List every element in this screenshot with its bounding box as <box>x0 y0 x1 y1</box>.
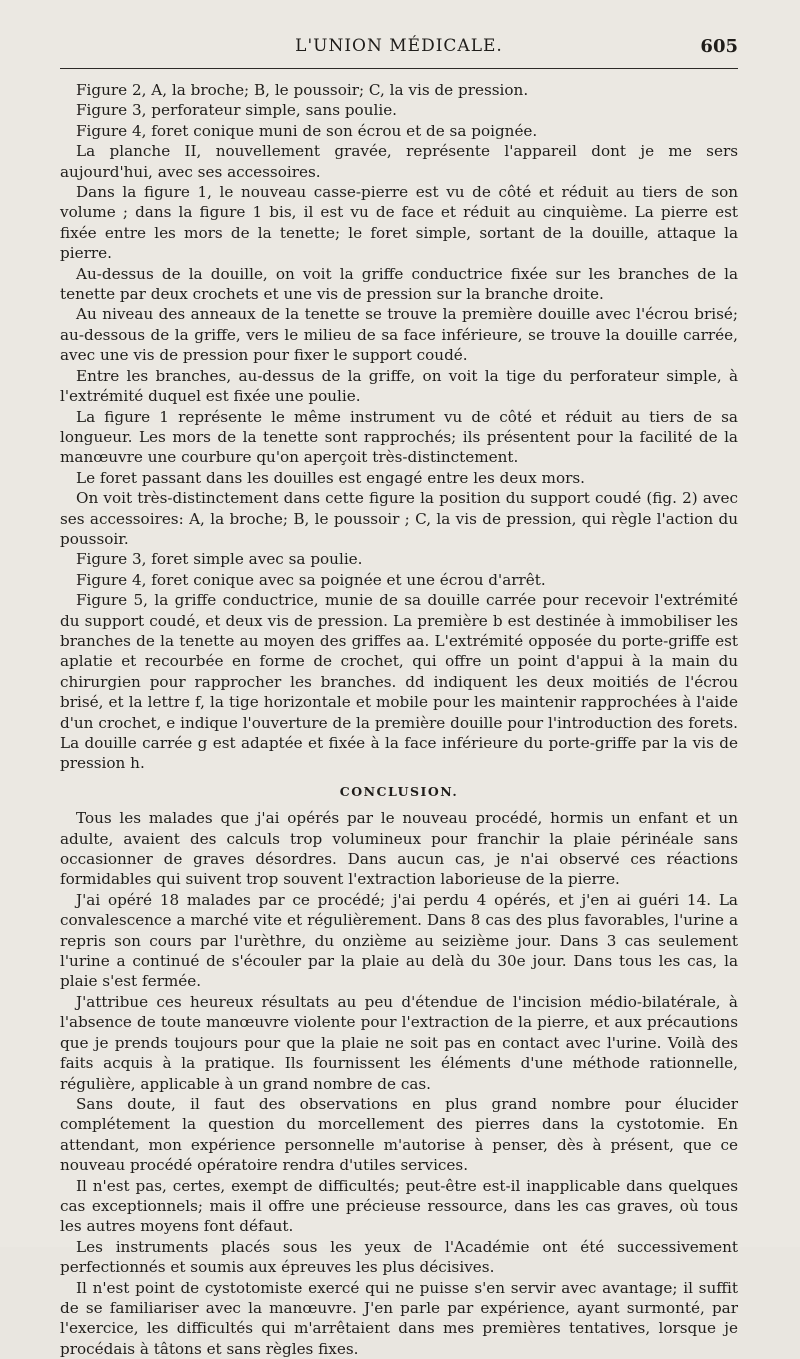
page-number: 605 <box>700 36 738 57</box>
paragraph: Au niveau des anneaux de la tenette se trouve la première douille avec l'écrou brisé; au-dessous de la griffe, vers le milieu de sa face inférieure, se trouve la douille carrée, avec une vis de pression pour fixer le support coudé. <box>60 305 738 365</box>
paragraph: Figure 3, perforateur simple, sans poulie. <box>76 101 398 120</box>
paragraph: Entre les branches, au-dessus de la griffe, on voit la tige du perforateur simple, à l'extrémité duquel est fixée une poulie. <box>60 366 738 406</box>
paragraph: Figure 4, foret conique avec sa poignée et une écrou d'arrêt. <box>76 570 546 589</box>
paragraph: Figure 2, A, la broche; B, le poussoir; C, la vis de pression. <box>76 81 529 99</box>
paragraph: Sans doute, il faut des observations en plus grand nombre pour élucider complétement la question du morcellement des pierres dans la cystotomie. En attendant, mon expérience personnelle m'autorise à penser, dès à présent, que ce nouveau procédé opératoire rendra d'utiles services. <box>60 1094 738 1175</box>
paragraph: On voit très-distinctement dans cette figure la position du support coudé (fig. 2) avec ses accessoires: A, la broche; B, le poussoir ; C, la vis de pression, qui règle l'action du poussoir. <box>60 489 738 548</box>
paragraph: Les instruments placés sous les yeux de l'Académie ont été successivement perfectionnés et soumis aux épreuves les plus décisives. <box>60 1237 738 1277</box>
paragraph: J'ai opéré 18 malades par ce procédé; j'ai perdu 4 opérés, et j'en ai guéri 14. La convalescence a marché vite et régulièrement. Dans 8 cas des plus favorables, l'urine a repris son cours par l'urèthre, du onzième au seizième jour. Dans 3 cas seulement l'urine a continué de s'écouler par la plaie au delà du 30e jour. Dans tous les cas, la plaie s'est fermée. <box>60 890 738 991</box>
paragraph: J'attribue ces heureux résultats au peu d'étendue de l'incision médio-bilatérale, à l'absence de toute manœuvre violente pour l'extraction de la pierre, et aux précautions que je prends toujours pour que la plaie ne soit pas en contact avec l'urine. Voilà des faits acquis à la pratique. Ils fournissent les éléments d'une méthode rationnelle, régulière, applicable à un grand nombre de cas. <box>60 992 738 1093</box>
paragraph: Il n'est point de cystotomiste exercé qui ne puisse s'en servir avec avantage; il suffit de se familiariser avec la manœuvre. J'en parle par expérience, ayant surmonté, par l'exercice, les difficultés qui m'arrêtaient dans mes premières tentatives, lorsque je procédais à tâtons et sans règles fixes. <box>60 1278 738 1358</box>
paragraph: Le foret passant dans les douilles est engagé entre les deux mors. <box>76 468 585 487</box>
paragraph: Figure 4, foret conique muni de son écrou et de sa poignée. <box>76 121 538 140</box>
paragraph: Dans la figure 1, le nouveau casse-pierre est vu de côté et réduit au tiers de son volume ; dans la figure 1 bis, il est vu de face et réduit au cinquième. La pierre est fixée entre les mors de la tenette; le foret simple, sortant de la douille, attaque la pierre. <box>60 183 738 263</box>
paragraph: Il n'est pas, certes, exempt de difficultés; peut-être est-il inapplicable dans quelques cas exceptionnels; mais il offre une précieuse ressource, dans les cas graves, où tous les autres moyens font défaut. <box>60 1176 738 1236</box>
header-rule <box>60 68 738 69</box>
running-head <box>60 34 738 64</box>
section-heading: CONCLUSION. <box>339 783 459 799</box>
paragraph: La figure 1 représente le même instrument vu de côté et réduit au tiers de sa longueur. Les mors de la tenette sont rapprochés; ils présentent pour la facilité de la manœuvre une courbure qu'on aperçoit très-distinctement. <box>60 407 738 467</box>
body-text <box>60 80 738 1359</box>
paragraph: Figure 3, foret simple avec sa poulie. <box>76 550 363 569</box>
paragraph: Au-dessus de la douille, on voit la griffe conductrice fixée sur les branches de la tenette par deux crochets et une vis de pression sur la branche droite. <box>60 264 738 304</box>
paragraph: La planche II, nouvellement gravée, représente l'appareil dont je me sers aujourd'hui, avec ses accessoires. <box>60 142 738 181</box>
paragraph: Tous les malades que j'ai opérés par le nouveau procédé, hormis un enfant et un adulte, avaient des calculs trop volumineux pour franchir la plaie périnéale sans occasionner de graves désordres. Dans aucun cas, je n'ai observé ces réactions formidables qui suivent trop souvent l'extraction laborieuse de la pierre. <box>60 809 738 889</box>
paragraph: Figure 5, la griffe conductrice, munie de sa douille carrée pour recevoir l'extrémité du support coudé, et deux vis de pression. La première b est destinée à immobiliser les branches de la tenette au moyen des griffes aa. L'extrémité opposée du porte-griffe est aplatie et recourbée en forme de crochet, qui offre un point d'appui à la main du chirurgien pour rapprocher les branches. dd indiquent les deux moitiés de l'écrou brisé, et la lettre f, la tige horizontale et mobile pour les maintenir rapprochées à l'aide d'un crochet, e indique l'ouverture de la première douille pour l'introduction des forets. La douille carrée g est adaptée et fixée à la face inférieure du porte-griffe par la vis de pression h. <box>60 591 738 773</box>
running-title: L'UNION MÉDICALE. <box>295 36 503 56</box>
